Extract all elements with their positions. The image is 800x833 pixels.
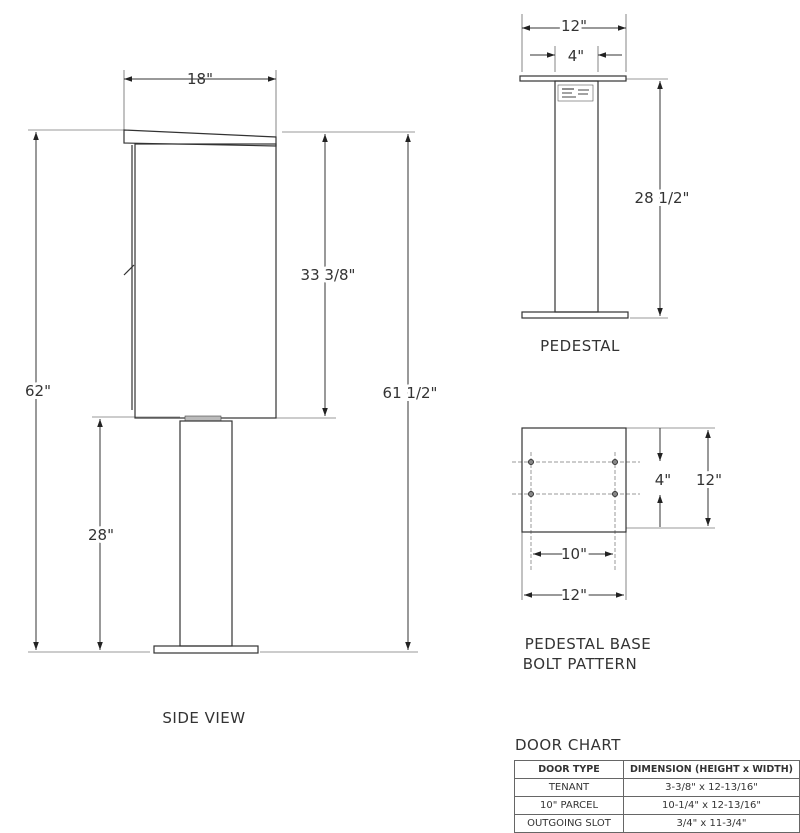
door-chart-title: DOOR CHART — [515, 736, 621, 754]
side-view — [28, 70, 418, 653]
bolt-spacing-v-label: 4" — [654, 471, 672, 489]
side-total-height-label: 62" — [25, 382, 51, 400]
door-type-header: DOOR TYPE — [515, 761, 624, 779]
plate-height-label: 12" — [696, 471, 722, 489]
pedestal-width-label: 12" — [561, 17, 587, 35]
plate-width-label: 12" — [561, 586, 587, 604]
bolt-spacing-h-label: 10" — [561, 545, 587, 563]
pedestal-top-plate — [520, 76, 626, 81]
dimension-cell: 3-3/8" x 12-13/16" — [624, 779, 800, 797]
bolt-pattern-title-line1: PEDESTAL BASE — [524, 635, 652, 653]
door-type-cell: 10" PARCEL — [515, 797, 624, 815]
pedestal-height-label: 28 1/2" — [634, 189, 690, 207]
side-overall-height-label: 61 1/2" — [382, 384, 438, 402]
bolt-hole-bottom-left — [529, 492, 534, 497]
side-pedestal-height-label: 28" — [88, 526, 114, 544]
bolt-pattern-title-line2: BOLT PATTERN — [522, 655, 638, 673]
bolt-hole-bottom-right — [613, 492, 618, 497]
base-plate — [154, 646, 258, 653]
bolt-hole-top-right — [613, 460, 618, 465]
door-chart-table — [514, 760, 800, 833]
bolt-hole-top-left — [529, 460, 534, 465]
pedestal-labels — [540, 17, 689, 355]
pedestal-title: PEDESTAL — [540, 337, 620, 355]
table-row — [515, 779, 800, 797]
mount-bracket — [185, 416, 221, 421]
pedestal-label-plate-icon — [558, 85, 593, 101]
dimension-cell: 10-1/4" x 12-13/16" — [624, 797, 800, 815]
side-box-height-label: 33 3/8" — [300, 266, 356, 284]
mailbox-body — [135, 144, 276, 418]
side-view-labels — [25, 70, 437, 727]
bolt-pattern-view — [512, 428, 715, 600]
table-row — [515, 797, 800, 815]
dimension-cell: 3/4" x 11-3/4" — [624, 815, 800, 833]
side-view-title: SIDE VIEW — [162, 709, 246, 727]
door-chart-header-row — [515, 761, 800, 779]
dimension-header: DIMENSION (HEIGHT x WIDTH) — [624, 761, 800, 779]
pedestal-post-width-label: 4" — [567, 47, 585, 65]
pedestal-bottom-plate — [522, 312, 628, 318]
door-type-cell: OUTGOING SLOT — [515, 815, 624, 833]
bolt-pattern-labels — [523, 471, 722, 673]
side-width-label: 18" — [187, 70, 213, 88]
door-type-cell: TENANT — [515, 779, 624, 797]
pedestal-column — [555, 81, 598, 312]
pedestal-view — [520, 14, 668, 318]
base-plate-square — [522, 428, 626, 532]
pedestal-post — [180, 421, 232, 646]
